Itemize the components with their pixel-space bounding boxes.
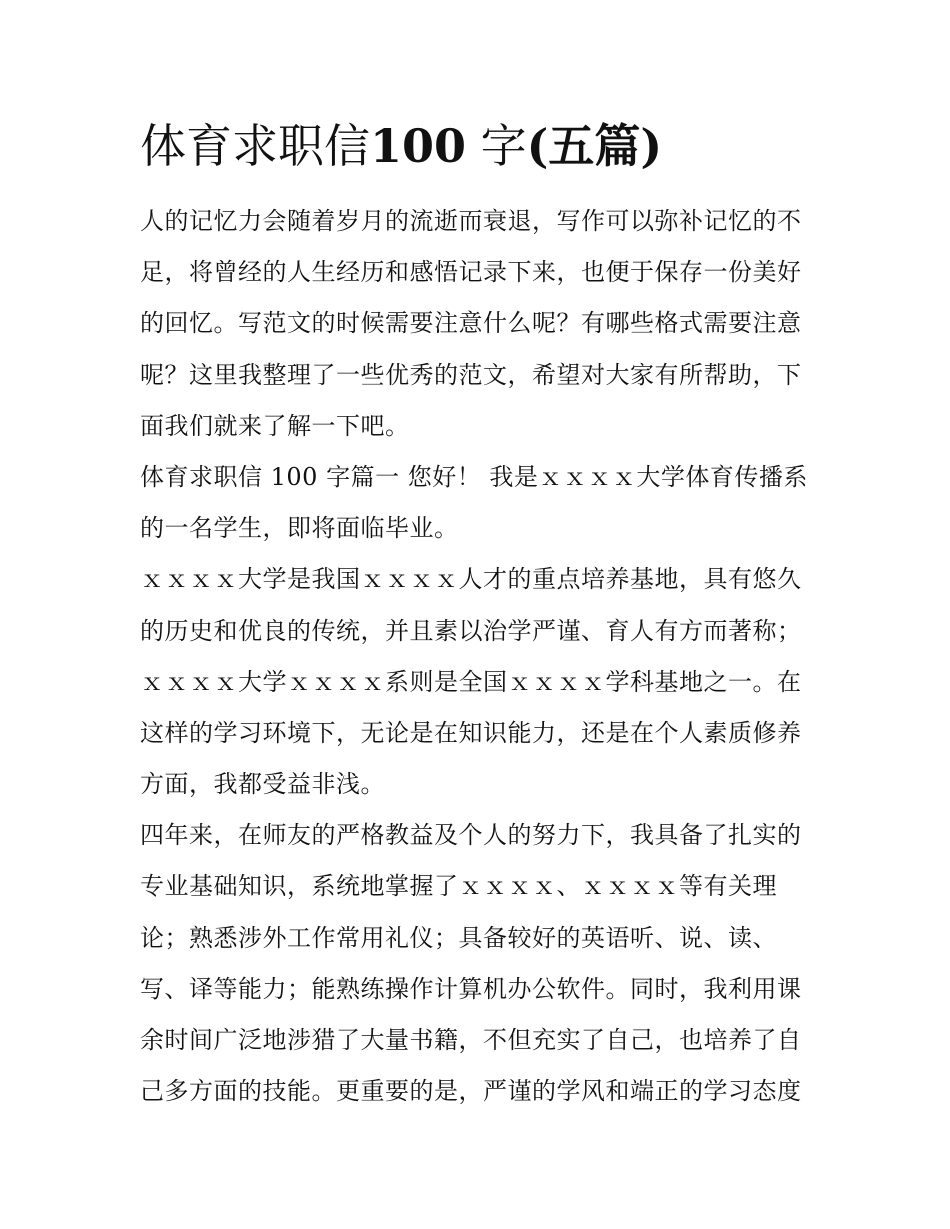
body-line: 面我们就来了解一下吧。 (140, 411, 410, 440)
body-line: ｘｘｘｘ大学ｘｘｘｘ系则是全国ｘｘｘｘ学科基地之一。在 (140, 667, 802, 696)
body-line: 人的记忆力会随着岁月的流逝而衰退，写作可以弥补记忆的不 (140, 207, 802, 235)
title-zi: 字 (466, 119, 527, 173)
title-paren: (五篇) (526, 119, 663, 173)
body-line: 论；熟悉涉外工作常用礼仪；具备较好的英语听、说、读、 (140, 923, 777, 952)
title-main: 体育求职信 (140, 119, 370, 173)
body-line: 呢？这里我整理了一些优秀的范文，希望对大家有所帮助，下 (140, 360, 802, 389)
body-line: 的回忆。写范文的时候需要注意什么呢？有哪些格式需要注意 (140, 309, 802, 338)
body-line: 的一名学生，即将面临毕业。 (140, 514, 459, 543)
document-body (140, 196, 812, 1117)
body-line: 体育求职信 100 字篇一 您好！ 我是ｘｘｘｘ大学体育传播系 (140, 462, 808, 491)
body-line: 余时间广泛地涉猎了大量书籍，不但充实了自己，也培养了自 (140, 1026, 802, 1054)
body-line: ｘｘｘｘ大学是我国ｘｘｘｘ人才的重点培养基地，具有悠久 (140, 565, 802, 594)
body-line: 足，将曾经的人生经历和感悟记录下来，也便于保存一份美好 (140, 258, 802, 287)
title-number: 100 (370, 119, 467, 173)
document-title (140, 116, 840, 176)
body-line: 方面，我都受益非浅。 (140, 770, 385, 799)
body-line: 的历史和优良的传统，并且素以治学严谨、育人有方而著称； (140, 616, 802, 645)
body-line: 写、译等能力；能熟练操作计算机办公软件。同时，我利用课 (140, 974, 802, 1003)
body-line: 这样的学习环境下，无论是在知识能力，还是在个人素质修养 (140, 718, 802, 747)
body-line: 专业基础知识，系统地掌握了ｘｘｘｘ、ｘｘｘｘ等有关理 (140, 872, 777, 901)
body-line: 四年来，在师友的严格教益及个人的努力下，我具备了扎实的 (140, 821, 802, 850)
body-line: 己多方面的技能。更重要的是，严谨的学风和端正的学习态度 (140, 1077, 802, 1106)
